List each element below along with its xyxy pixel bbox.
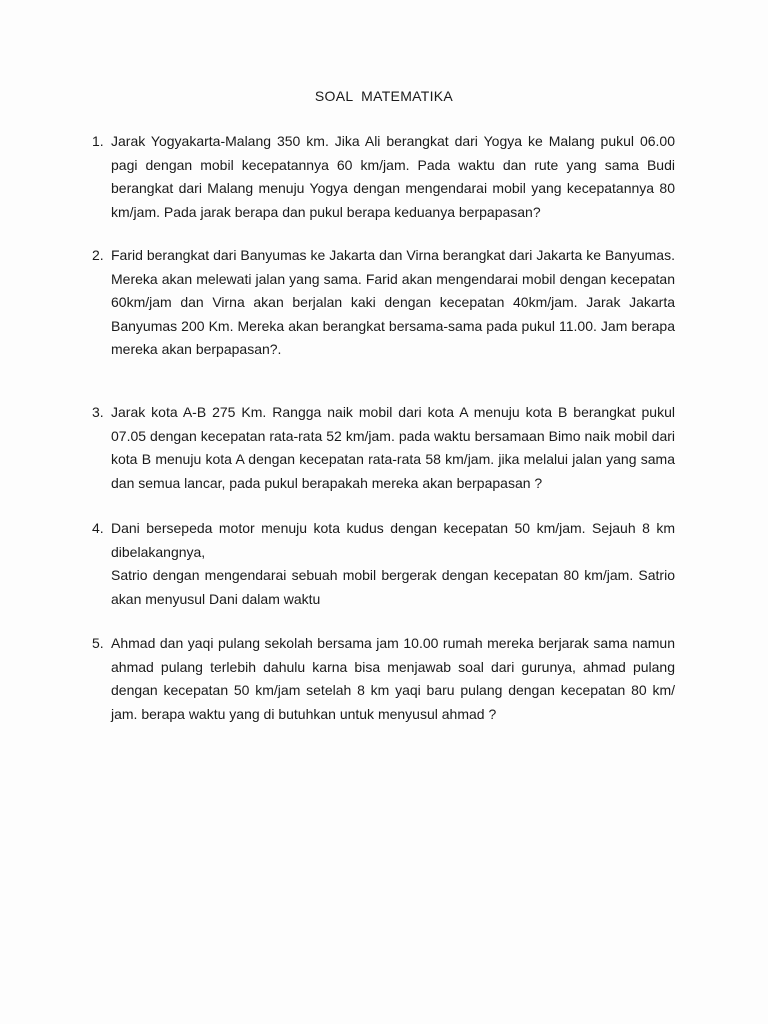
question-paragraph: Jarak Yogyakarta-Malang 350 km. Jika Ali berangkat dari Yogya ke Malang pukul 06.00 pagi dengan mobil kecepatannya 60 km/jam. Pada waktu dan rute yang sama Budi berangkat dari Malang menuju Yogya dengan mengendarai mobil yang kecepatannya 80 km/jam. Pada jarak berapa dan pukul berapa keduanya berpapasan?	[111, 133, 675, 220]
question-1	[92, 130, 675, 224]
document-title: SOAL MATEMATIKA	[314, 88, 454, 104]
question-paragraph: Ahmad dan yaqi pulang sekolah bersama jam 10.00 rumah mereka berjarak sama namun ahmad pulang terlebih dahulu karna bisa menjawab soal dari gurunya, ahmad pulang dengan kecepatan 50 km/jam setelah 8 km yaqi baru pulang dengan kecepatan 80 km/ jam. berapa waktu yang di butuhkan untuk menyusul ahmad ?	[111, 635, 675, 722]
question-5	[92, 632, 675, 726]
question-number: 1.	[92, 133, 104, 149]
question-text	[111, 244, 675, 362]
question-2	[92, 244, 675, 362]
question-number: 4.	[92, 520, 104, 536]
question-text	[111, 401, 675, 495]
question-3	[92, 401, 675, 495]
question-paragraph: Jarak kota A-B 275 Km. Rangga naik mobil dari kota A menuju kota B berangkat pukul 07.05 dengan kecepatan rata-rata 52 km/jam. pada waktu bersamaan Bimo naik mobil dari kota B menuju kota A dengan kecepatan rata-rata 58 km/jam. jika melalui jalan yang sama dan semua lancar, pada pukul berapakah mereka akan berpapasan ?	[111, 404, 675, 491]
question-number: 3.	[92, 404, 104, 420]
question-number: 2.	[92, 247, 104, 263]
question-number: 5.	[92, 635, 104, 651]
question-4	[92, 517, 675, 611]
question-text	[111, 517, 675, 611]
question-paragraph: Satrio dengan mengendarai sebuah mobil bergerak dengan kecepatan 80 km/jam. Satrio akan menyusul Dani dalam waktu	[111, 567, 675, 607]
question-text	[111, 130, 675, 224]
question-paragraph: Dani bersepeda motor menuju kota kudus dengan kecepatan 50 km/jam. Sejauh 8 km dibelakangnya,	[111, 520, 675, 560]
question-paragraph: Farid berangkat dari Banyumas ke Jakarta dan Virna berangkat dari Jakarta ke Banyumas. Mereka akan melewati jalan yang sama. Farid akan mengendarai mobil dengan kecepatan 60km/jam dan Virna akan berjalan kaki dengan kecepatan 40km/jam. Jarak Jakarta Banyumas 200 Km. Mereka akan berangkat bersama-sama pada pukul 11.00. Jam berapa mereka akan berpapasan?.	[111, 247, 675, 357]
question-text	[111, 632, 675, 726]
